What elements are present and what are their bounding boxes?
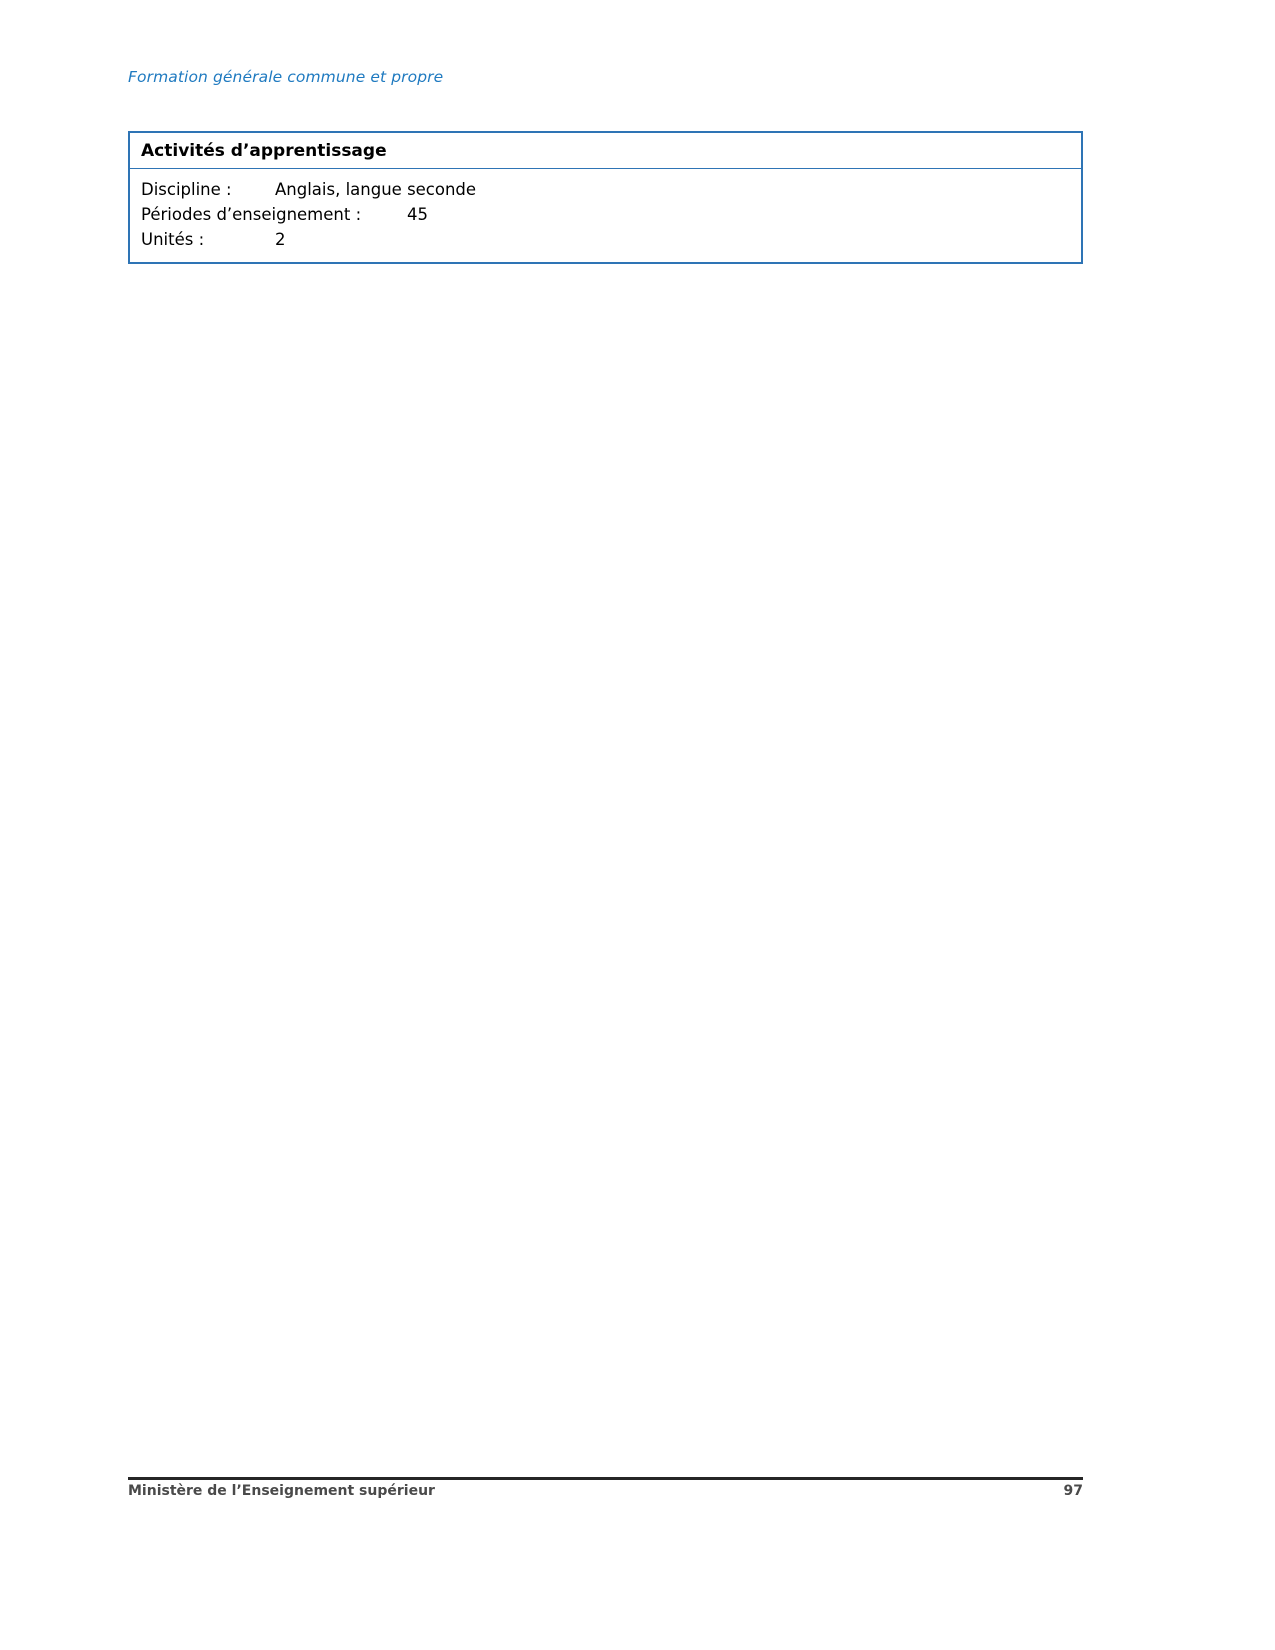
discipline-value: Anglais, langue seconde [275, 180, 477, 199]
page-number: 97 [1063, 1483, 1083, 1499]
page-footer [128, 1483, 1083, 1499]
footer-divider [128, 1477, 1083, 1480]
running-head: Formation générale commune et propre [128, 68, 444, 86]
units-label: Unités : [141, 230, 205, 250]
table-row [141, 202, 1071, 227]
teaching-periods-value: 45 [407, 205, 428, 225]
learning-activities-details [130, 169, 1081, 262]
table-row [141, 227, 1071, 252]
footer-ministry-text: Ministère de l’Enseignement supérieur [128, 1483, 435, 1499]
teaching-periods-label: Périodes d’enseignement : [141, 205, 362, 225]
learning-activities-box [128, 131, 1083, 264]
learning-activities-title: Activités d’apprentissage [130, 133, 1081, 169]
units-value: 2 [275, 230, 286, 250]
discipline-label: Discipline : [141, 180, 232, 199]
table-row [141, 177, 1071, 202]
